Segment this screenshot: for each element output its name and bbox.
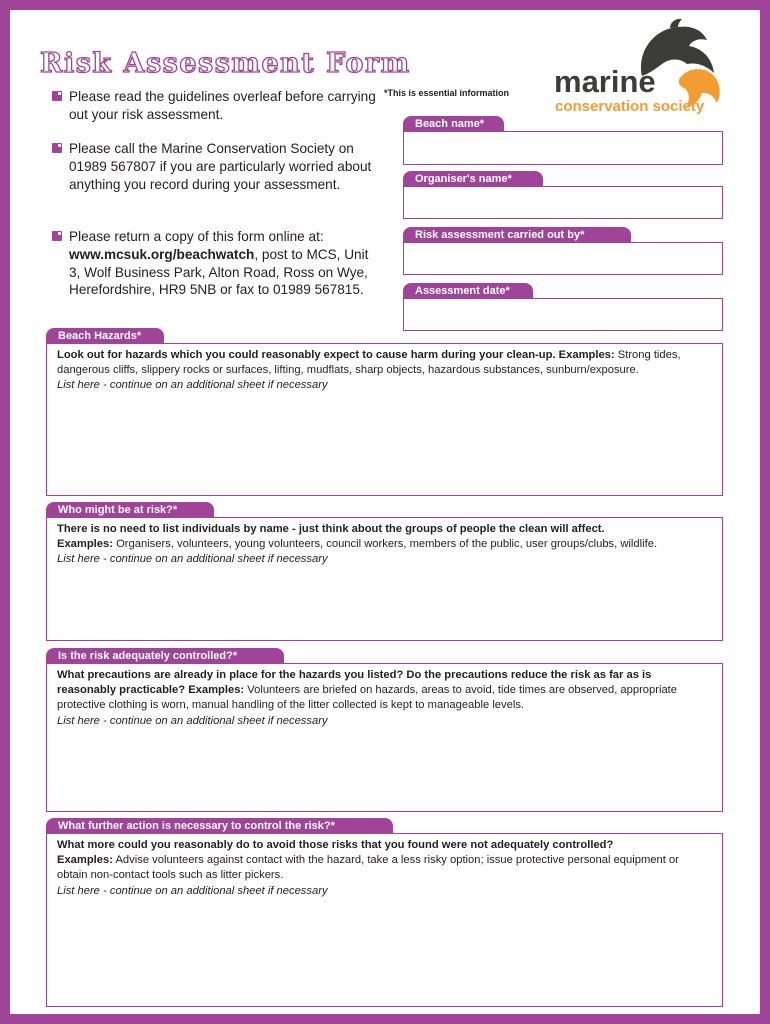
assessment-date-field[interactable] — [403, 298, 723, 331]
bullet-icon — [52, 231, 62, 241]
who-at-risk-tab: Who might be at risk?* — [46, 502, 214, 518]
form-page — [10, 10, 760, 1014]
section-examples: Organisers, volunteers, young volunteers, council workers, members of the public, user groups/clubs, wildlife. — [112, 538, 658, 551]
beach-name-field[interactable] — [403, 131, 723, 165]
list-note: List here - continue on an additional sheet if necessary — [57, 379, 328, 392]
logo-word-society: conservation society — [555, 98, 705, 115]
list-note: List here - continue on an additional sheet if necessary — [57, 714, 328, 727]
guideline-item — [52, 88, 382, 124]
carried-out-by-label: Risk assessment carried out by* — [403, 227, 631, 243]
bullet-icon — [52, 91, 62, 101]
risk-controlled-box[interactable] — [46, 663, 723, 812]
assessment-date-label: Assessment date* — [403, 283, 533, 299]
form-title: Risk Assessment Form — [40, 48, 411, 79]
section-examples-label: Examples: — [57, 538, 113, 551]
guideline-text: Please call the Marine Conservation Society on 01989 567807 if you are particularly worried about anything you record during your assessment. — [69, 141, 372, 192]
risk-controlled-tab: Is the risk adequately controlled?* — [46, 648, 284, 664]
mcs-logo — [552, 18, 727, 120]
list-note: List here - continue on an additional sheet if necessary — [57, 553, 328, 566]
beach-hazards-box[interactable] — [46, 343, 723, 496]
further-action-box[interactable] — [46, 833, 723, 1007]
section-instruction: There is no need to list individuals by name - just think about the groups of people the clean will affect. — [57, 523, 605, 535]
section-instruction: Look out for hazards which you could reasonably expect to cause harm during your clean-up. Examples: — [57, 349, 615, 361]
guideline-text: Please return a copy of this form online at: www.mcsuk.org/beachwatch, post to MCS, Unit 3, Wolf Business Park, Alton Road, Ross on Wye, Herefordshire, HR9 5NB or fax to 01989 567815. — [69, 229, 369, 298]
essential-note: *This is essential information — [384, 88, 510, 98]
list-note: List here - continue on an additional sheet if necessary — [57, 884, 328, 897]
guideline-item — [52, 140, 382, 193]
section-examples: Advise volunteers against contact with the hazard, take a less risky option; issue protective personal equipment or obtain non-contact tools such as litter pickers. — [57, 854, 679, 882]
section-examples: Volunteers are briefed on hazards, areas to avoid, tide times are observed, appropriate protective clothing is worn, manual handling of the litter collected is kept to manageable levels. — [57, 684, 678, 712]
beach-hazards-tab: Beach Hazards* — [46, 328, 164, 344]
section-examples: Strong tides, dangerous cliffs, slippery rocks or surfaces, lifting, mudflats, sharp objects, hazardous substances, sunburn/exposure. — [57, 349, 681, 377]
organiser-name-field[interactable] — [403, 186, 723, 219]
further-action-tab: What further action is necessary to control the risk?* — [46, 818, 393, 834]
section-instruction: What precautions are already in place for the hazards you listed? Do the precautions reduce the risk as far as is reasonably practicable? Examples: — [57, 669, 652, 697]
section-instruction: What more could you reasonably do to avoid those risks that you found were not adequately controlled? — [57, 839, 614, 851]
organiser-name-label: Organiser's name* — [403, 171, 543, 187]
bullet-icon — [52, 143, 62, 153]
logo-word-marine: marine — [554, 64, 656, 99]
beach-name-label: Beach name* — [403, 116, 504, 132]
section-examples-label: Examples: — [57, 854, 113, 867]
carried-out-by-field[interactable] — [403, 242, 723, 275]
who-at-risk-box[interactable] — [46, 517, 723, 641]
guideline-text: Please read the guidelines overleaf before carrying out your risk assessment. — [69, 89, 376, 122]
guideline-item — [52, 228, 382, 299]
beachwatch-link[interactable]: www.mcsuk.org/beachwatch — [69, 246, 255, 262]
